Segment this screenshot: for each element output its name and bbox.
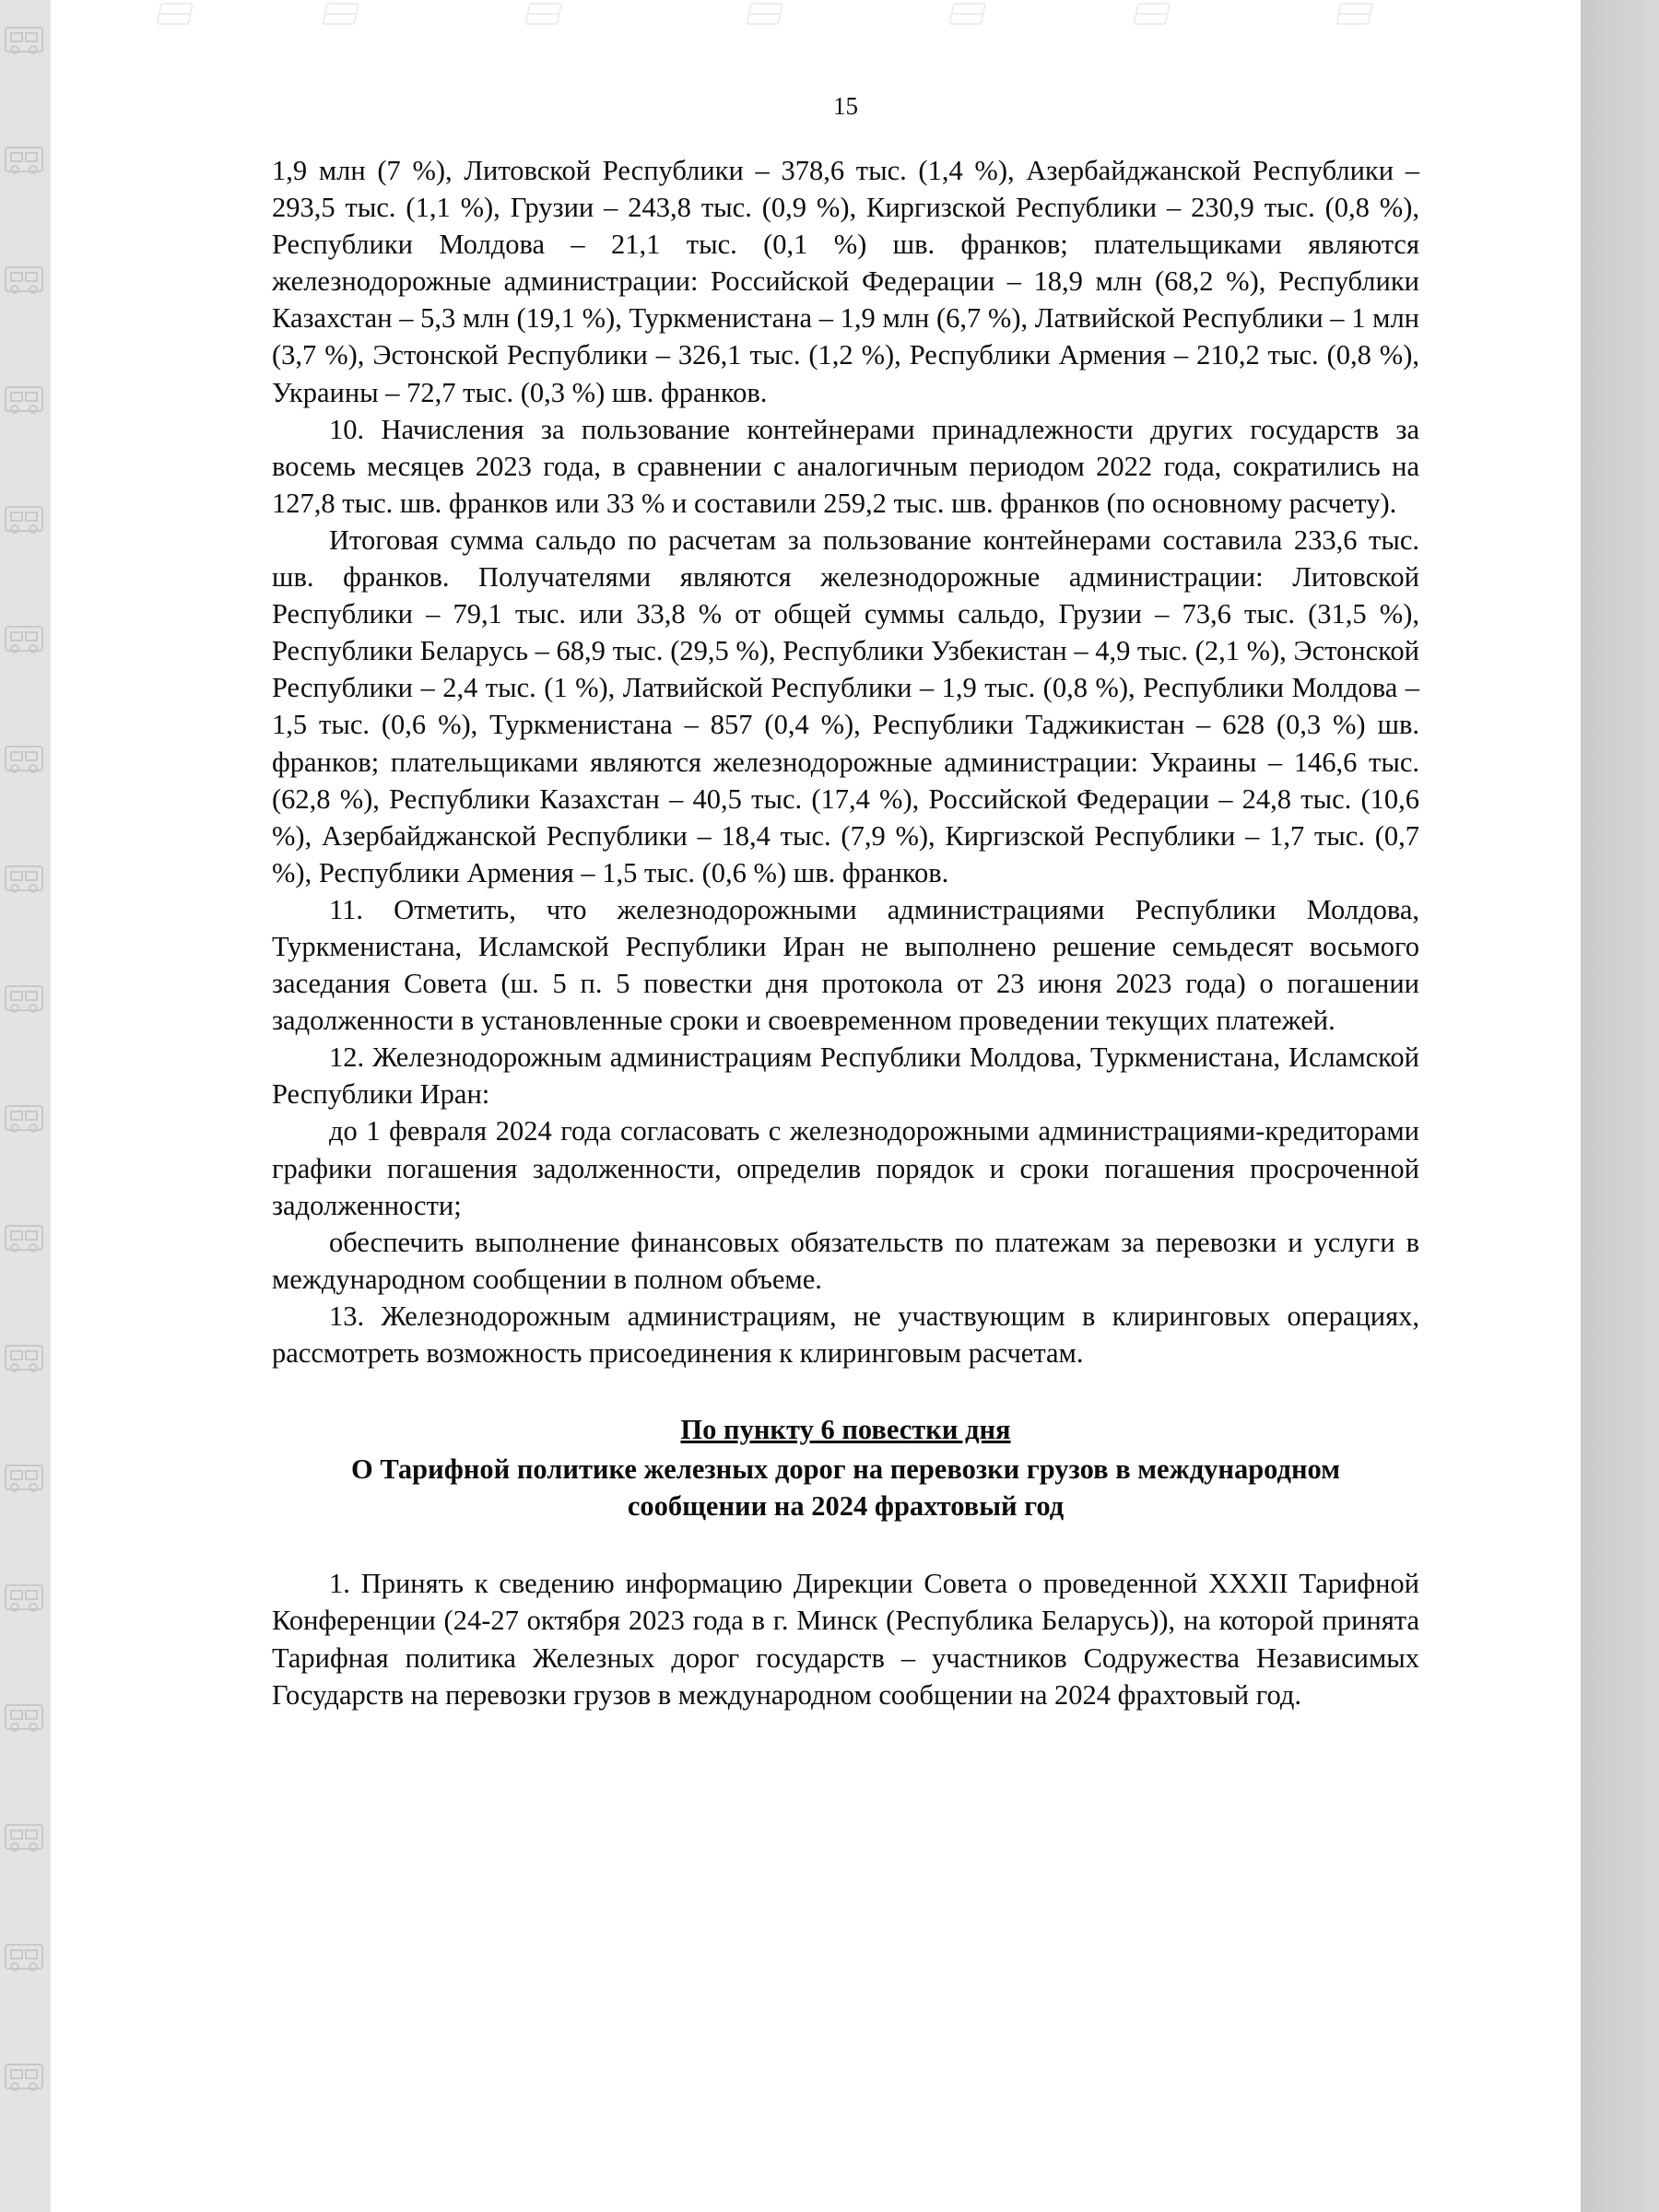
document-sheet bbox=[51, 0, 1581, 2212]
sheet-watermark-icon bbox=[51, 0, 1581, 37]
paragraph-item-12-sub2: обеспечить выполнение финансовых обязательств по платежам за перевозки и услуги в международном сообщении в полном объеме. bbox=[272, 1226, 1419, 1295]
watermark-pattern-icon bbox=[0, 0, 51, 2212]
heading-spacer bbox=[272, 1524, 1419, 1565]
paragraph-item-12-sub1: до 1 февраля 2024 года согласовать с железнодорожными администрациями-кредиторами графики погашения задолженности, определив порядок и сроки погашения просроченной задолженности; bbox=[272, 1115, 1419, 1221]
paragraph-item-11: 11. Отметить, что железнодорожными администрациями Республики Молдова, Туркменистана, Исламской Республики Иран не выполнено решение семьдесят восьмого заседания Совета (ш. 5 п. 5 повестки дня протокола от 23 июня 2023 года) о погашении задолженности в установленные сроки и своевременном проведении текущих платежей. bbox=[272, 893, 1419, 1037]
section-heading bbox=[272, 1414, 1419, 1524]
paragraph-continuation: 1,9 млн (7 %), Литовской Республики – 378,6 тыс. (1,4 %), Азербайджанской Республики – 293,5 тыс. (1,1 %), Грузии – 243,8 тыс. (0,9 %), Киргизской Республики – 230,9 тыс. (0,8 %), Республики Молдова – 21,1 тыс. (0,1 %) шв. франков; плательщиками являются железнодорожные администрации: Российской Федерации – 18,9 млн (68,2 %), Республики Казахстан – 5,3 млн (19,1 %), Туркменистана – 1,9 млн (6,7 %), Латвийской Республики – 1 млн (3,7 %), Эстонской Республики – 326,1 тыс. (1,2 %), Республики Армения – 210,2 тыс. (0,8 %), Украины – 72,7 тыс. (0,3 %) шв. франков. bbox=[272, 155, 1419, 408]
heading-title: О Тарифной политике железных дорог на перевозки грузов в международном сообщении на 2024 фрахтовый год bbox=[351, 1453, 1340, 1522]
page-number: 15 bbox=[833, 92, 858, 120]
heading-agenda-line: По пункту 6 повестки дня bbox=[680, 1414, 1011, 1446]
paragraph-item-13: 13. Железнодорожным администрациям, не участвующим в клиринговых операциях, рассмотреть возможность присоединения к клиринговым расчетам. bbox=[272, 1300, 1419, 1369]
watermark-strip bbox=[0, 0, 51, 2212]
paragraph-item-12: 12. Железнодорожным администрациям Республики Молдова, Туркменистана, Исламской Республики Иран: bbox=[272, 1041, 1419, 1111]
document-content bbox=[272, 92, 1419, 1713]
page-right-margin bbox=[1581, 0, 1659, 2212]
paragraph-saldo-total: Итоговая сумма сальдо по расчетам за пользование контейнерами составила 233,6 тыс. шв. франков. Получателями являются железнодорожные администрации: Литовской Республики – 79,1 тыс. или 33,8 % от общей суммы сальдо, Грузии – 73,6 тыс. (31,5 %), Республики Беларусь – 68,9 тыс. (29,5 %), Республики Узбекистан – 4,9 тыс. (2,1 %), Эстонской Республики – 2,4 тыс. (1 %), Латвийской Республики – 1,9 тыс. (0,8 %), Республики Молдова – 1,5 тыс. (0,6 %), Туркменистана – 857 (0,4 %), Республики Таджикистан – 628 (0,3 %) шв. франков; плательщиками являются железнодорожные администрации: Украины – 146,6 тыс. (62,8 %), Республики Казахстан – 40,5 тыс. (17,4 %), Российской Федерации – 24,8 тыс. (10,6 %), Азербайджанской Республики – 18,4 тыс. (7,9 %), Киргизской Республики – 1,7 тыс. (0,7 %), Республики Армения – 1,5 тыс. (0,6 %) шв. франков. bbox=[272, 524, 1419, 888]
paragraph-item-1: 1. Принять к сведению информацию Дирекции Совета о проведенной XXXII Тарифной Конференции (24-27 октября 2023 года в г. Минск (Республика Беларусь)), на которой принята Тарифная политика Железных дорог государств – участников Содружества Независимых Государств на перевозки грузов в международном сообщении на 2024 фрахтовый год. bbox=[272, 1568, 1419, 1711]
paragraph-item-10: 10. Начисления за пользование контейнерами принадлежности других государств за восемь месяцев 2023 года, в сравнении с аналогичным периодом 2022 года, сократились на 127,8 тыс. шв. франков или 33 % и составили 259,2 тыс. шв. франков (по основному расчету). bbox=[272, 413, 1419, 519]
